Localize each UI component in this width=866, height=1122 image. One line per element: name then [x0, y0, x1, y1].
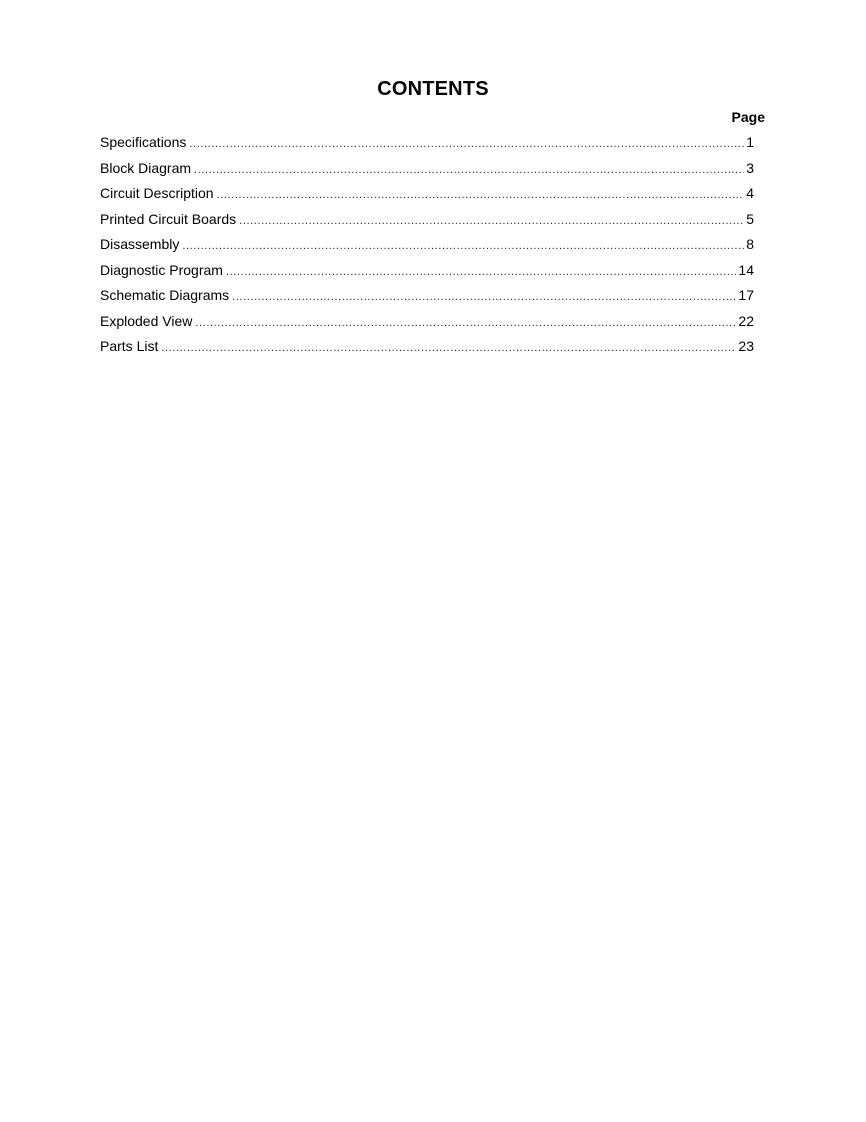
toc-entry-page-number: 14 [738, 261, 754, 278]
toc-entry-parts-list [100, 336, 754, 362]
toc-entry-disassembly [100, 234, 754, 260]
toc-entry-page-number: 17 [738, 287, 754, 303]
toc-entry-block-diagram [100, 158, 754, 184]
dot-leader [194, 160, 744, 180]
toc-entry-diagnostic-program [100, 260, 754, 286]
toc-entry-title: Circuit Description [100, 185, 214, 201]
toc-entry-title: Parts List [100, 338, 159, 354]
dot-leader [239, 211, 744, 231]
dot-leader [217, 185, 745, 205]
toc-entry-page-number: 4 [746, 185, 754, 201]
page-column-header: Page [731, 109, 765, 125]
dot-leader [161, 338, 736, 358]
toc-entry-page-number: 8 [746, 236, 754, 252]
toc-entry-circuit-description [100, 183, 754, 209]
toc-entry-title: Exploded View [100, 312, 193, 329]
toc-entry-page-number: 23 [738, 338, 754, 354]
dot-leader [195, 313, 736, 333]
toc-entry-title: Specifications [100, 134, 187, 150]
toc-entry-printed-circuit-boards [100, 209, 754, 235]
toc-entry-title: Disassembly [100, 236, 180, 252]
dot-leader [232, 287, 736, 307]
toc-entry-title: Diagnostic Program [100, 261, 223, 278]
dot-leader [182, 236, 744, 256]
toc-entry-page-number: 3 [746, 159, 754, 176]
dot-leader [189, 134, 744, 154]
toc-entry-page-number: 1 [746, 134, 754, 150]
page-title: CONTENTS [377, 78, 489, 100]
toc-entry-title: Schematic Diagrams [100, 287, 230, 303]
toc-entry-specifications [100, 132, 754, 158]
dot-leader [226, 262, 736, 282]
toc-entry-exploded-view [100, 311, 754, 337]
toc-entry-page-number: 5 [746, 210, 754, 227]
table-of-contents [100, 132, 754, 362]
toc-entry-schematic-diagrams [100, 285, 754, 311]
toc-entry-page-number: 22 [738, 312, 754, 329]
toc-entry-title: Printed Circuit Boards [100, 210, 237, 227]
toc-entry-title: Block Diagram [100, 159, 192, 176]
